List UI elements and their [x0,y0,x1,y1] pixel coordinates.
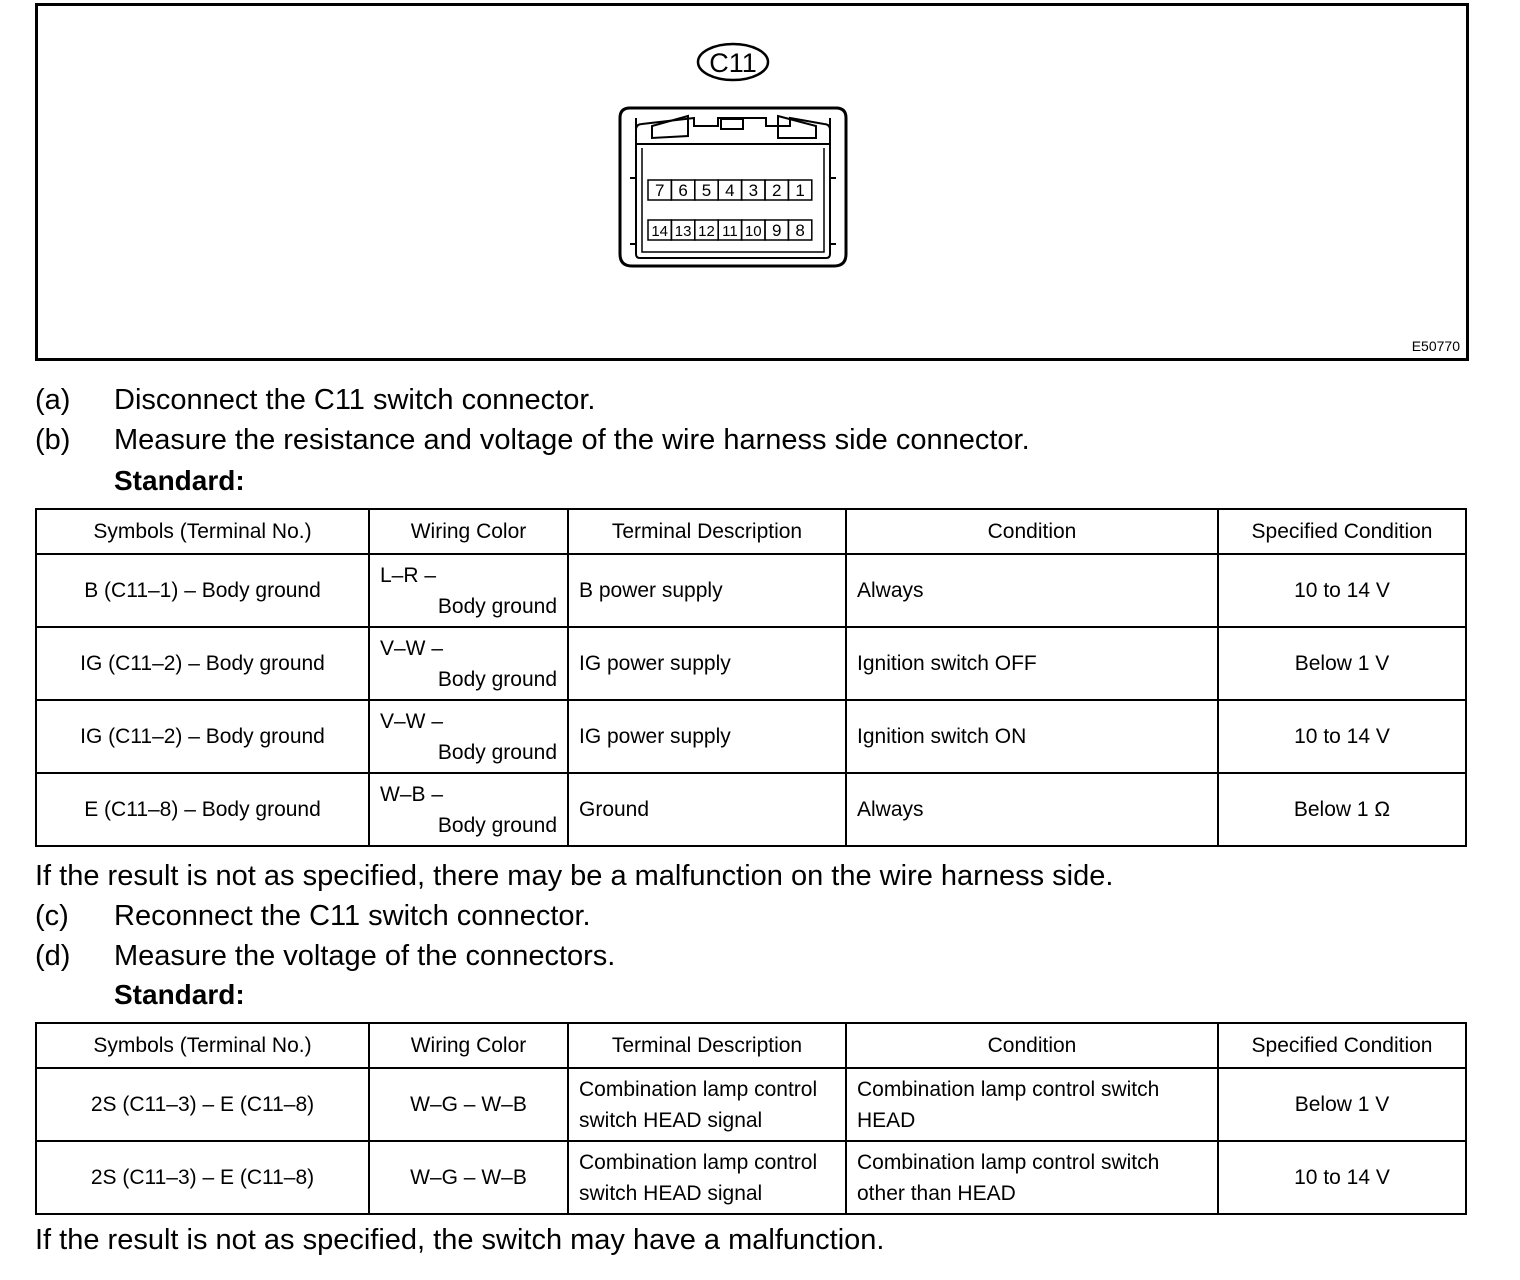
header-condition: Condition [846,509,1218,554]
wire-line-2: Body ground [437,667,557,691]
table-header-row [36,509,1466,554]
pin-number: 12 [698,223,715,240]
connector-label: C11 [709,48,757,78]
cond-line-2: HEAD [857,1108,916,1132]
wire-line-2: Body ground [437,740,557,764]
header-condition: Condition [846,1023,1218,1068]
cell-symbol: 2S (C11–3) – E (C11–8) [36,1141,369,1214]
table-row [36,627,1466,700]
desc-line-1: Combination lamp control [579,1077,818,1101]
cell-condition: Always [846,554,1218,627]
spec-table-2 [35,1022,1467,1215]
step-b-text: Measure the resistance and voltage of the wire harness side connector. [114,424,1030,456]
cell-spec: Below 1 V [1218,1068,1466,1141]
cell-wiring-color [369,627,568,700]
wire-line-1: L–R – [380,563,437,587]
figure-code: E50770 [1411,338,1460,354]
header-terminal-description: Terminal Description [568,509,846,554]
table-row [36,773,1466,846]
cell-description: B power supply [568,554,846,627]
cell-condition: Always [846,773,1218,846]
note-harness: If the result is not as specified, there may be a malfunction on the wire harness side. [35,860,1114,892]
cell-condition: Ignition switch ON [846,700,1218,773]
step-d-letter: (d) [35,940,71,972]
connector-figure [35,3,1469,361]
cell-symbol: IG (C11–2) – Body ground [36,700,369,773]
wire-line-2: Body ground [437,594,557,618]
header-wiring-color: Wiring Color [369,509,568,554]
cond-line-1: Combination lamp control switch [857,1077,1160,1101]
cell-description: IG power supply [568,627,846,700]
cell-spec: Below 1 V [1218,627,1466,700]
table-row [36,1141,1466,1214]
cell-symbol: B (C11–1) – Body ground [36,554,369,627]
cell-description [568,1141,846,1214]
header-terminal-description: Terminal Description [568,1023,846,1068]
pin-number: 14 [651,223,669,240]
cell-description: Ground [568,773,846,846]
standard-label-2: Standard: [114,979,245,1010]
cell-wiring-color [369,700,568,773]
pin-number: 5 [701,181,712,200]
pin-number: 4 [725,181,735,200]
pin-number: 11 [722,223,738,240]
header-specified-condition: Specified Condition [1218,1023,1466,1068]
desc-line-2: switch HEAD signal [579,1108,763,1132]
step-c-text: Reconnect the C11 switch connector. [114,900,591,932]
pin-number: 6 [678,181,688,200]
wire-line-1: V–W – [380,709,444,733]
cell-wiring-color [369,773,568,846]
desc-line-2: switch HEAD signal [579,1181,763,1205]
pin-row-top [648,180,812,200]
cell-condition [846,1068,1218,1141]
cell-spec: 10 to 14 V [1218,700,1466,773]
note-switch: If the result is not as specified, the switch may have a malfunction. [35,1224,885,1256]
spec-table-1 [35,508,1467,847]
wire-line-1: W–B – [380,782,444,806]
pin-row-bottom [648,220,812,240]
step-a-letter: (a) [35,384,71,416]
header-wiring-color: Wiring Color [369,1023,568,1068]
table-row [36,700,1466,773]
pin-number: 3 [748,181,759,200]
cond-line-2: other than HEAD [857,1181,1016,1205]
pin-number: 13 [674,223,692,240]
cell-spec: 10 to 14 V [1218,1141,1466,1214]
cell-condition: Ignition switch OFF [846,627,1218,700]
cell-wiring-color: W–G – W–B [369,1141,568,1214]
pin-number: 2 [771,181,782,200]
pin-number: 9 [771,221,782,240]
cell-spec: Below 1 Ω [1218,773,1466,846]
cell-description [568,1068,846,1141]
header-symbols: Symbols (Terminal No.) [36,1023,369,1068]
pin-number: 7 [654,181,665,200]
connector-diagram [38,6,1466,358]
header-symbols: Symbols (Terminal No.) [36,509,369,554]
table-row [36,554,1466,627]
table-row [36,1068,1466,1141]
cell-description: IG power supply [568,700,846,773]
cell-condition [846,1141,1218,1214]
step-c-letter: (c) [35,900,69,932]
step-b-letter: (b) [35,424,71,456]
cell-symbol: E (C11–8) – Body ground [36,773,369,846]
step-a-text: Disconnect the C11 switch connector. [114,384,596,416]
step-d-text: Measure the voltage of the connectors. [114,940,616,972]
cell-wiring-color: W–G – W–B [369,1068,568,1141]
cell-symbol: 2S (C11–3) – E (C11–8) [36,1068,369,1141]
cell-symbol: IG (C11–2) – Body ground [36,627,369,700]
cell-wiring-color [369,554,568,627]
wire-line-2: Body ground [437,813,557,837]
wire-line-1: V–W – [380,636,444,660]
header-specified-condition: Specified Condition [1218,509,1466,554]
cell-spec: 10 to 14 V [1218,554,1466,627]
pin-number: 10 [744,223,762,240]
cond-line-1: Combination lamp control switch [857,1150,1160,1174]
pin-number: 8 [795,221,805,240]
table-header-row [36,1023,1466,1068]
standard-label-1: Standard: [114,465,245,496]
pin-number: 1 [795,181,805,200]
desc-line-1: Combination lamp control [579,1150,818,1174]
